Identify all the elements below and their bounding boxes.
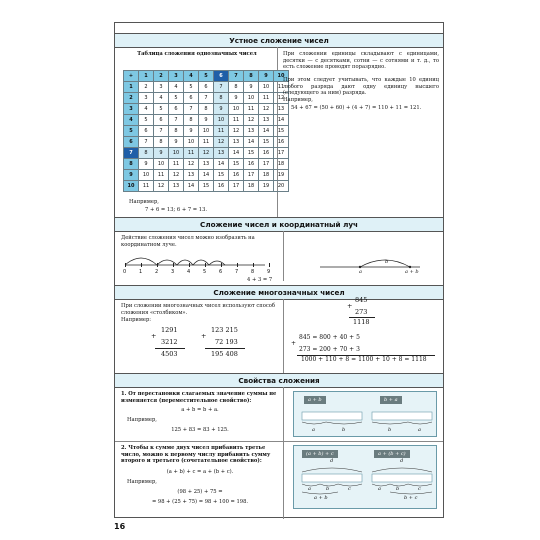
divider bbox=[283, 231, 284, 281]
table-cell: 5 bbox=[124, 126, 139, 137]
table-cell: 5 bbox=[154, 104, 169, 115]
table-cell: 6 bbox=[184, 93, 199, 104]
number-line-tick bbox=[237, 263, 238, 267]
oral-example-label: Например, bbox=[283, 97, 313, 103]
col-a1: 1291 bbox=[161, 326, 178, 334]
table-cell: 8 bbox=[124, 159, 139, 170]
table-cell: 8 bbox=[169, 126, 184, 137]
number-line-tick-label: 9 bbox=[267, 269, 271, 275]
table-cell: 9 bbox=[154, 148, 169, 159]
bar-label-b: b bbox=[396, 486, 400, 492]
table-cell: 12 bbox=[214, 137, 229, 148]
table-cell: 8 bbox=[139, 148, 154, 159]
table-cell: 7 bbox=[214, 82, 229, 93]
column-example-label: Например: bbox=[121, 317, 152, 323]
table-cell: 11 bbox=[244, 104, 259, 115]
col-d3: 1000 + 110 + 8 = 1100 + 10 + 8 = 1118 bbox=[301, 356, 427, 363]
table-cell: 11 bbox=[229, 115, 244, 126]
number-line-tick-label: 4 bbox=[187, 269, 191, 275]
table-cell: 2 bbox=[139, 82, 154, 93]
table-cell: 18 bbox=[274, 159, 289, 170]
table-cell: 9 bbox=[169, 137, 184, 148]
table-caption: Таблица сложения однозначных чисел bbox=[137, 51, 257, 57]
table-cell: 17 bbox=[274, 148, 289, 159]
table-cell: 10 bbox=[214, 115, 229, 126]
table-cell: 3 bbox=[169, 71, 184, 82]
number-line-tick-label: 1 bbox=[139, 269, 143, 275]
table-cell: + bbox=[124, 71, 139, 82]
number-line-tick bbox=[173, 263, 174, 267]
table-cell: 14 bbox=[199, 170, 214, 181]
bar-label-d: d bbox=[400, 458, 404, 464]
section-header-multi-digit: Сложение многозначных чисел bbox=[115, 285, 443, 300]
table-cell: 20 bbox=[274, 181, 289, 192]
table-cell: 15 bbox=[244, 148, 259, 159]
col-ar: 4503 bbox=[161, 350, 178, 358]
bar-label-a: a bbox=[308, 486, 311, 492]
property-2-example-label: Например, bbox=[127, 479, 157, 485]
table-example-label: Например, bbox=[129, 199, 159, 205]
number-line-tick-label: 3 bbox=[171, 269, 175, 275]
table-row bbox=[124, 148, 289, 159]
table-cell: 19 bbox=[274, 170, 289, 181]
table-cell: 11 bbox=[214, 126, 229, 137]
table-cell: 9 bbox=[184, 126, 199, 137]
table-cell: 11 bbox=[169, 159, 184, 170]
table-cell: 6 bbox=[139, 126, 154, 137]
col-b2: 72 193 bbox=[215, 338, 238, 346]
bar-label-a: a bbox=[418, 427, 421, 433]
table-cell: 11 bbox=[199, 137, 214, 148]
table-cell: 9 bbox=[214, 104, 229, 115]
number-line-tick bbox=[125, 263, 126, 267]
bar-label-c: c bbox=[418, 486, 421, 492]
number-line-tick-label: 5 bbox=[203, 269, 207, 275]
table-cell: 6 bbox=[199, 82, 214, 93]
bar-label-b: b bbox=[388, 427, 392, 433]
table-cell: 13 bbox=[244, 126, 259, 137]
table-cell: 1 bbox=[139, 71, 154, 82]
bar-model-2 bbox=[294, 460, 438, 510]
property-2-panel bbox=[293, 445, 437, 509]
section-header-oral: Устное сложение чисел bbox=[115, 33, 443, 48]
table-cell: 15 bbox=[274, 126, 289, 137]
property-2-formula: (a + b) + c = a + (b + c). bbox=[166, 469, 234, 475]
table-cell: 7 bbox=[124, 148, 139, 159]
table-cell: 10 bbox=[139, 170, 154, 181]
table-row bbox=[124, 159, 289, 170]
table-cell: 15 bbox=[259, 137, 274, 148]
bar-label-b: b bbox=[326, 486, 330, 492]
chip-b-plus-a: b + a bbox=[380, 396, 402, 404]
table-cell: 6 bbox=[124, 137, 139, 148]
col-plus: + bbox=[347, 302, 353, 310]
table-cell: 3 bbox=[154, 82, 169, 93]
table-cell: 11 bbox=[274, 82, 289, 93]
table-cell: 9 bbox=[259, 71, 274, 82]
table-cell: 14 bbox=[184, 181, 199, 192]
col-plus: + bbox=[201, 332, 207, 340]
ray-label-b: b bbox=[385, 259, 389, 265]
table-cell: 7 bbox=[199, 93, 214, 104]
table-cell: 9 bbox=[124, 170, 139, 181]
table-cell: 9 bbox=[229, 93, 244, 104]
oral-example: 54 + 67 = (50 + 60) + (4 + 7) = 110 + 11 = 121. bbox=[291, 105, 422, 111]
table-cell: 9 bbox=[199, 115, 214, 126]
ray-label-a: a bbox=[359, 269, 362, 275]
page-number: 16 bbox=[114, 522, 126, 531]
table-cell: 17 bbox=[244, 170, 259, 181]
table-cell: 5 bbox=[139, 115, 154, 126]
table-cell: 13 bbox=[229, 137, 244, 148]
page-frame bbox=[114, 22, 444, 518]
table-cell: 2 bbox=[124, 93, 139, 104]
property-1-example-label: Например, bbox=[127, 417, 157, 423]
bar-label-c: c bbox=[348, 486, 351, 492]
table-cell: 16 bbox=[274, 137, 289, 148]
col-br: 195 408 bbox=[211, 350, 238, 358]
col-plus: + bbox=[151, 332, 157, 340]
sum-line bbox=[155, 348, 185, 349]
table-cell: 12 bbox=[274, 93, 289, 104]
table-cell: 6 bbox=[214, 71, 229, 82]
chip-a-plus-bc: a + (b + c) bbox=[374, 450, 410, 458]
col-cr: 1118 bbox=[353, 318, 370, 326]
table-example: 7 + 6 = 13; 6 + 7 = 13. bbox=[145, 207, 208, 213]
table-cell: 8 bbox=[154, 137, 169, 148]
table-cell: 10 bbox=[229, 104, 244, 115]
table-cell: 6 bbox=[154, 115, 169, 126]
table-cell: 18 bbox=[244, 181, 259, 192]
table-cell: 16 bbox=[229, 170, 244, 181]
column-text: При сложении многозначных чисел используют способ сложения «столбиком». bbox=[121, 303, 275, 316]
table-cell: 16 bbox=[214, 181, 229, 192]
bar-label-a: a bbox=[312, 427, 315, 433]
property-2-example-1: (98 + 25) + 75 = bbox=[177, 489, 223, 495]
table-cell: 12 bbox=[229, 126, 244, 137]
table-cell: 9 bbox=[139, 159, 154, 170]
table-row bbox=[124, 104, 289, 115]
col-b1: 123 215 bbox=[211, 326, 238, 334]
number-line-tick bbox=[205, 263, 206, 267]
table-cell: 10 bbox=[274, 71, 289, 82]
table-cell: 15 bbox=[214, 170, 229, 181]
bar-label-a-plus-b: a + b bbox=[314, 495, 328, 501]
table-row bbox=[124, 137, 289, 148]
chip-ab-plus-c: (a + b) + c bbox=[302, 450, 338, 458]
table-cell: 14 bbox=[229, 148, 244, 159]
table-cell: 7 bbox=[169, 115, 184, 126]
table-cell: 14 bbox=[274, 115, 289, 126]
table-cell: 8 bbox=[184, 115, 199, 126]
table-row bbox=[124, 181, 289, 192]
table-cell: 8 bbox=[199, 104, 214, 115]
table-cell: 10 bbox=[244, 93, 259, 104]
bar-label-d: d bbox=[330, 458, 334, 464]
table-cell: 8 bbox=[229, 82, 244, 93]
table-cell: 10 bbox=[169, 148, 184, 159]
col-d1: 845 = 800 + 40 + 5 bbox=[299, 334, 360, 341]
number-line-tick-label: 2 bbox=[155, 269, 159, 275]
table-cell: 16 bbox=[259, 148, 274, 159]
table-cell: 4 bbox=[154, 93, 169, 104]
table-cell: 7 bbox=[184, 104, 199, 115]
table-cell: 1 bbox=[124, 82, 139, 93]
addition-table bbox=[123, 70, 289, 192]
bar-model-1 bbox=[294, 406, 438, 436]
table-cell: 13 bbox=[214, 148, 229, 159]
table-cell: 17 bbox=[259, 159, 274, 170]
oral-rule-1: При сложении единицы складывают с единицами, десятки — с десятками, сотни — с сотнями и т. д., то есть сложение проводят поразрядно. bbox=[283, 51, 439, 71]
table-row bbox=[124, 170, 289, 181]
table-cell: 6 bbox=[169, 104, 184, 115]
property-1-formula: a + b = b + a. bbox=[181, 407, 219, 413]
table-cell: 13 bbox=[259, 115, 274, 126]
table-cell: 13 bbox=[274, 104, 289, 115]
property-2-example-2: = 98 + (25 + 75) = 98 + 100 = 198. bbox=[151, 499, 249, 505]
col-plus: + bbox=[291, 340, 297, 347]
number-line-tick bbox=[157, 263, 158, 267]
oral-rule-2: При этом следует учитывать, что каждые 10 единиц любого разряда дают одну единицу высшего (следующего за ним) разряда. bbox=[283, 77, 439, 97]
table-cell: 8 bbox=[214, 93, 229, 104]
property-2-title: 2. Чтобы к сумме двух чисел прибавить третье число, можно к первому числу прибавить сумму второго и третьего (сочетательное свойство): bbox=[121, 445, 271, 465]
sum-line bbox=[205, 348, 245, 349]
table-cell: 12 bbox=[244, 115, 259, 126]
property-1-title: 1. От перестановки слагаемых значение суммы не изменяется (переместительное свойство): bbox=[121, 391, 277, 404]
table-row bbox=[124, 115, 289, 126]
table-cell: 12 bbox=[199, 148, 214, 159]
table-row bbox=[124, 126, 289, 137]
number-line-tick-label: 8 bbox=[251, 269, 255, 275]
divider bbox=[115, 441, 443, 442]
number-line-tick bbox=[253, 263, 254, 267]
ray-label-a-plus-b: a + b bbox=[405, 269, 419, 275]
table-cell: 11 bbox=[259, 93, 274, 104]
property-1-example: 125 + 83 = 83 + 125. bbox=[171, 427, 229, 433]
table-cell: 10 bbox=[199, 126, 214, 137]
table-cell: 4 bbox=[139, 104, 154, 115]
table-row bbox=[124, 82, 289, 93]
bar-label-b-plus-c: b + c bbox=[404, 495, 418, 501]
table-cell: 13 bbox=[199, 159, 214, 170]
table-cell: 14 bbox=[259, 126, 274, 137]
table-row bbox=[124, 71, 289, 82]
table-cell: 15 bbox=[229, 159, 244, 170]
table-cell: 11 bbox=[154, 170, 169, 181]
number-line-tick-label: 0 bbox=[123, 269, 127, 275]
table-cell: 4 bbox=[184, 71, 199, 82]
table-cell: 10 bbox=[124, 181, 139, 192]
table-cell: 10 bbox=[154, 159, 169, 170]
number-line-tick-label: 7 bbox=[235, 269, 239, 275]
table-row bbox=[124, 93, 289, 104]
table-cell: 11 bbox=[139, 181, 154, 192]
number-line-equation: 4 + 3 = 7 bbox=[247, 277, 273, 283]
table-cell: 18 bbox=[259, 170, 274, 181]
number-line-tick bbox=[269, 263, 270, 267]
table-cell: 14 bbox=[244, 137, 259, 148]
chip-a-plus-b: a + b bbox=[304, 396, 326, 404]
number-line-text: Действие сложения чисел можно изобразить на координатном луче. bbox=[121, 235, 255, 248]
table-cell: 10 bbox=[184, 137, 199, 148]
divider bbox=[283, 299, 284, 383]
table-cell: 3 bbox=[139, 93, 154, 104]
col-a2: 3212 bbox=[161, 338, 178, 346]
table-cell: 2 bbox=[154, 71, 169, 82]
table-cell: 17 bbox=[229, 181, 244, 192]
table-cell: 5 bbox=[199, 71, 214, 82]
col-d2: 273 = 200 + 70 + 3 bbox=[299, 346, 360, 353]
divider bbox=[283, 387, 284, 519]
table-cell: 9 bbox=[244, 82, 259, 93]
table-cell: 13 bbox=[184, 170, 199, 181]
number-line-tick-label: 6 bbox=[219, 269, 223, 275]
table-cell: 3 bbox=[124, 104, 139, 115]
col-c2: 273 bbox=[355, 308, 368, 316]
table-cell: 12 bbox=[259, 104, 274, 115]
table-cell: 12 bbox=[169, 170, 184, 181]
table-cell: 14 bbox=[214, 159, 229, 170]
table-cell: 10 bbox=[259, 82, 274, 93]
table-cell: 12 bbox=[184, 159, 199, 170]
table-cell: 15 bbox=[199, 181, 214, 192]
table-cell: 7 bbox=[139, 137, 154, 148]
table-cell: 12 bbox=[154, 181, 169, 192]
table-cell: 7 bbox=[154, 126, 169, 137]
table-cell: 13 bbox=[169, 181, 184, 192]
table-cell: 7 bbox=[229, 71, 244, 82]
table-cell: 11 bbox=[184, 148, 199, 159]
table-cell: 5 bbox=[169, 93, 184, 104]
table-cell: 8 bbox=[244, 71, 259, 82]
col-c1: 845 bbox=[355, 296, 368, 304]
section-header-number-line: Сложение чисел и координатный луч bbox=[115, 217, 443, 232]
table-cell: 16 bbox=[244, 159, 259, 170]
table-cell: 5 bbox=[184, 82, 199, 93]
number-line-tick bbox=[221, 263, 222, 267]
number-line-tick bbox=[141, 263, 142, 267]
table-cell: 4 bbox=[124, 115, 139, 126]
property-1-panel bbox=[293, 391, 437, 437]
table-cell: 4 bbox=[169, 82, 184, 93]
bar-label-a: a bbox=[378, 486, 381, 492]
number-line-tick bbox=[189, 263, 190, 267]
bar-label-b: b bbox=[342, 427, 346, 433]
section-header-properties: Свойства сложения bbox=[115, 373, 443, 388]
table-cell: 19 bbox=[259, 181, 274, 192]
